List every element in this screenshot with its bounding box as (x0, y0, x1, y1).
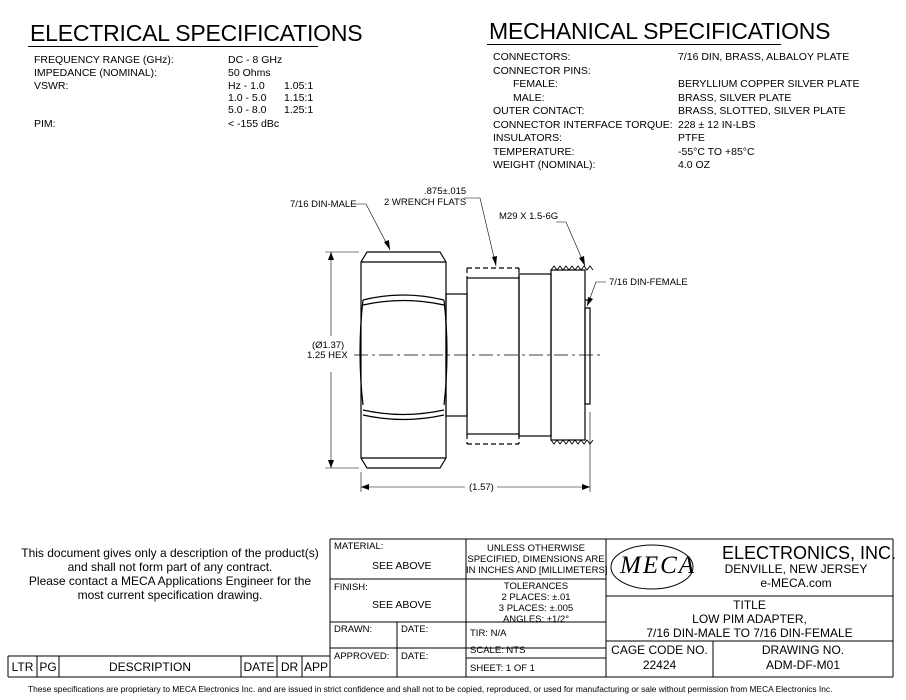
mech-value: 7/16 DIN, BRASS, ALBALOY PLATE (678, 51, 850, 63)
impedance-value: 50 Ohms (228, 67, 271, 79)
mechanical-title: MECHANICAL SPECIFICATIONS (489, 18, 831, 44)
vswr-label: VSWR: (34, 80, 69, 92)
mech-label: INSULATORS: (493, 132, 563, 144)
vswr-range: 5.0 - 8.0 (228, 104, 267, 116)
mech-value: 228 ± 12 IN-LBS (678, 119, 756, 131)
flats-dimension: .875±.015 (424, 186, 467, 197)
notice-line: This document gives only a description of the product(s) (21, 546, 319, 560)
title-line: 7/16 DIN-MALE TO 7/16 DIN-FEMALE (646, 626, 853, 640)
hex-dimension: 1.25 HEX (307, 350, 348, 361)
thread-callout: M29 X 1.5-6G (499, 211, 559, 222)
scale-value: SCALE: NTS (470, 645, 526, 656)
material-value: SEE ABOVE (372, 560, 432, 572)
title-line: LOW PIM ADAPTER, (692, 612, 807, 626)
pim-label: PIM: (34, 118, 56, 130)
proprietary-footer: These specifications are proprietary to MECA Electronics Inc. and are issued in strict confidence and shall not to be copied, reproduced, or used for manufacturing or sale without permission from MECA Electronics Inc. (28, 684, 833, 694)
male-callout: 7/16 DIN-MALE (290, 199, 357, 210)
company-name: ELECTRONICS, INC. (722, 543, 897, 563)
cage-code-value: 22424 (642, 658, 677, 672)
tolerance-line: 3 PLACES: ±.005 (498, 603, 574, 614)
diameter-dimension: (Ø1.37) (312, 340, 345, 351)
mech-label: CONNECTOR PINS: (493, 65, 591, 77)
cage-code-label: CAGE CODE NO. (611, 643, 708, 657)
material-label: MATERIAL: (334, 541, 384, 552)
drawing-number-value: ADM-DF-M01 (766, 658, 840, 672)
mech-label: CONNECTOR INTERFACE TORQUE: (493, 119, 673, 131)
mech-value: PTFE (678, 132, 705, 144)
length-dimension: (1.57) (469, 482, 494, 493)
freq-label: FREQUENCY RANGE (GHz): (34, 54, 174, 66)
company-city: DENVILLE, NEW JERSEY (724, 562, 868, 576)
company-website: e-MECA.com (760, 576, 832, 590)
female-callout: 7/16 DIN-FEMALE (609, 277, 688, 288)
sheet-value: SHEET: 1 OF 1 (470, 663, 535, 674)
rev-description-header: DESCRIPTION (108, 660, 191, 674)
electrical-title: ELECTRICAL SPECIFICATIONS (30, 20, 363, 46)
mech-label: FEMALE: (513, 78, 558, 90)
vswr-range: 1.0 - 5.0 (228, 92, 267, 104)
dimensions-note-line: SPECIFIED, DIMENSIONS ARE (467, 554, 605, 565)
mech-value: BERYLLIUM COPPER SILVER PLATE (678, 78, 860, 90)
vswr-value: 1.15:1 (284, 92, 314, 104)
dimensions-note-line: UNLESS OTHERWISE (486, 543, 585, 554)
rev-app-header: APP (303, 660, 328, 674)
company-address (706, 562, 886, 590)
mech-value: 4.0 OZ (678, 159, 711, 171)
tir-value: TIR: N/A (470, 628, 507, 639)
date-label: DATE: (401, 651, 429, 662)
tolerance-line: ANGLES: ±1/2° (502, 614, 570, 625)
finish-value: SEE ABOVE (372, 599, 432, 611)
tolerances-title: TOLERANCES (503, 581, 569, 592)
pim-value: < -155 dBc (228, 118, 280, 130)
freq-value: DC - 8 GHz (228, 54, 283, 66)
vswr-range: Hz - 1.0 (228, 80, 265, 92)
date-label: DATE: (401, 624, 429, 635)
tolerances (466, 581, 606, 625)
vswr-value: 1.05:1 (284, 80, 314, 92)
mech-label: TEMPERATURE: (493, 146, 575, 158)
rev-dr-header: DR (280, 660, 299, 674)
drawing-title (606, 598, 893, 640)
mech-label: OUTER CONTACT: (493, 105, 585, 117)
mech-label: CONNECTORS: (493, 51, 571, 63)
dimensions-note-line: IN INCHES AND [MILLIMETERS] (466, 565, 608, 576)
mech-value: BRASS, SILVER PLATE (678, 92, 792, 104)
meca-logo-text: MECA (620, 552, 697, 579)
mech-label: WEIGHT (NOMINAL): (493, 159, 596, 171)
mech-value: BRASS, SLOTTED, SILVER PLATE (678, 105, 846, 117)
notice-line: Please contact a MECA Applications Engineer for the (28, 574, 312, 588)
rev-ltr-header: LTR (11, 660, 34, 674)
approved-label: APPROVED: (334, 651, 390, 662)
drawing-number-label: DRAWING NO. (761, 643, 845, 657)
mech-value: -55°C TO +85°C (678, 146, 755, 158)
impedance-label: IMPEDANCE (NOMINAL): (34, 67, 158, 79)
dimensions-note (466, 543, 606, 576)
flats-callout: 2 WRENCH FLATS (384, 197, 467, 208)
notice-line: most current specification drawing. (77, 588, 263, 602)
drawn-label: DRAWN: (334, 624, 373, 635)
rev-date-header: DATE (243, 660, 275, 674)
drawing-number (713, 643, 893, 673)
vswr-value: 1.25:1 (284, 104, 314, 116)
tolerance-line: 2 PLACES: ±.01 (501, 592, 571, 603)
title-label: TITLE (733, 598, 766, 612)
notice-line: and shall not form part of any contract. (67, 560, 273, 574)
finish-label: FINISH: (334, 582, 368, 593)
mech-label: MALE: (513, 92, 545, 104)
rev-pg-header: PG (39, 660, 57, 674)
cage-code (606, 643, 713, 673)
